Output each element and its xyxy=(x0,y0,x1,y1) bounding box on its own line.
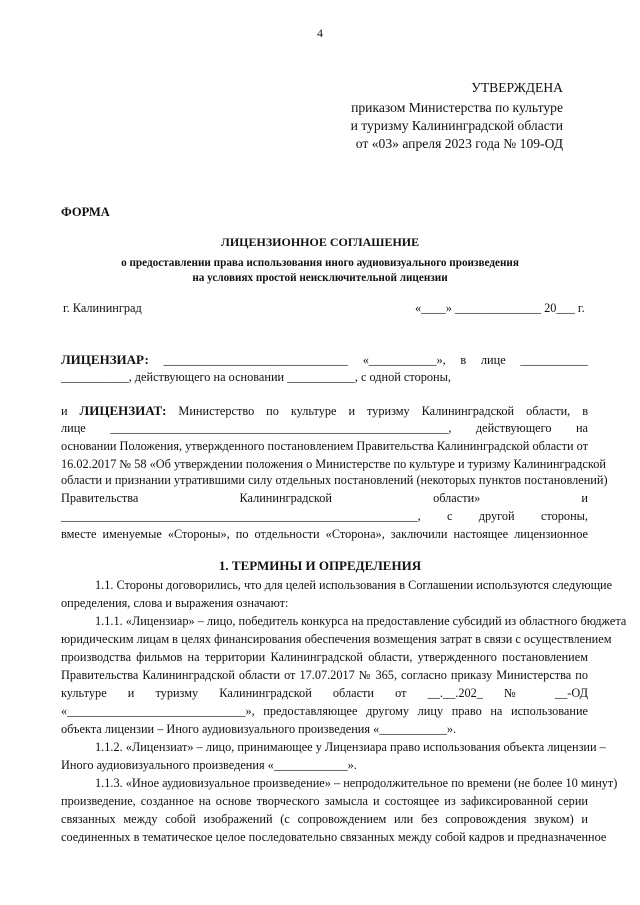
place: г. Калининград xyxy=(63,301,142,315)
clause-1-1-2-line-1: 1.1.2. «Лицензиат» – лицо, принимающее у Лицензиара право использования объекта лицензии – xyxy=(95,740,606,754)
clause-1-1-3-line: 1.1.3. «Иное аудиовизуальное произведение» – непродолжительное по времени (не более 10 минут) xyxy=(95,776,618,790)
clause-1-1-2-line-2: Иного аудиовизуального произведения «____________». xyxy=(61,758,357,772)
clause-1-1-1-line: «_____________________________», предоставляющее другому лицу право на использование xyxy=(61,704,588,718)
licensor-line-1 xyxy=(61,352,588,368)
licensee-line: области и признании утратившими силу отдельных постановлений (некоторых пунктов постановлений) xyxy=(61,473,608,487)
form-label: ФОРМА xyxy=(61,205,110,219)
licensee-line: лице _______________________________________________________, действующего на xyxy=(61,421,588,435)
agreement-subtitle-2: на условиях простой неисключительной лицензии xyxy=(192,272,448,284)
agreement-title: ЛИЦЕНЗИОННОЕ СОГЛАШЕНИЕ xyxy=(220,235,420,249)
page-number: 4 xyxy=(317,26,323,40)
clause-1-1-1-line: Правительства Калининградской области от 17.07.2017 № 365, согласно приказу Министерства по xyxy=(61,668,588,682)
clause-1-1-line-1: 1.1. Стороны договорились, что для целей использования в Соглашении используются следующие xyxy=(95,578,613,592)
licensee-line: Правительства Калининградской области» и xyxy=(61,491,588,505)
licensor-label: ЛИЦЕНЗИАР: xyxy=(61,352,149,367)
licensee-line: __________________________________________________________, с другой стороны, xyxy=(61,509,588,523)
clause-1-1-1-line: юридическим лицам в целях финансирования обеспечения возмещения затрат в связи с осуществлением xyxy=(61,632,612,646)
licensor-line-2: ___________, действующего на основании ___________, с одной стороны, xyxy=(61,370,451,384)
licensee-label: ЛИЦЕНЗИАТ: xyxy=(79,403,167,418)
clause-1-1-3-line: связанных между собой изображений (с сопровождением или без сопровождения звуком) и xyxy=(61,812,588,826)
clause-1-1-3-line: соединенных в тематическое целое последовательно связанных между собой кадров и предназначенное xyxy=(61,830,607,844)
clause-1-1-3-line: произведение, созданное на основе творческого замысла и состоящее из зафиксированной серии xyxy=(61,794,588,808)
clause-1-1-1-last-line: объекта лицензии – Иного аудиовизуального произведения «___________». xyxy=(61,722,457,736)
clause-1-1-line-2: определения, слова и выражения означают: xyxy=(61,596,289,610)
approval-heading: УТВЕРЖДЕНА xyxy=(471,80,563,95)
approval-line-3: от «03» апреля 2023 года № 109-ОД xyxy=(355,136,563,151)
clause-1-1-1-line: культуре и туризму Калининградской области от __.__.202_ № __-ОД xyxy=(61,686,588,700)
licensee-line-1 xyxy=(61,403,588,419)
section-1-heading: 1. ТЕРМИНЫ И ОПРЕДЕЛЕНИЯ xyxy=(218,558,422,573)
agreement-subtitle-1: о предоставлении права использования иного аудиовизуального произведения xyxy=(121,257,519,269)
clause-1-1-1-line: 1.1.1. «Лицензиар» – лицо, победитель конкурса на предоставление субсидий из областного бюджета xyxy=(95,614,627,628)
licensee-line: 16.02.2017 № 58 «Об утверждении положения о Министерстве по культуре и туризму Калининградской xyxy=(61,457,606,471)
licensee-line: вместе именуемые «Стороны», по отдельности «Сторона», заключили настоящее лицензионное xyxy=(61,527,588,541)
licensor-line-1-text: ______________________________ «___________», в лице ___________ xyxy=(163,353,589,367)
date-field: «____» ______________ 20___ г. xyxy=(415,301,585,315)
licensee-prefix: и xyxy=(61,404,68,418)
licensee-line: основании Положения, утвержденного постановлением Правительства Калининградской области от xyxy=(61,439,589,453)
licensee-line-1-text: Министерство по культуре и туризму Калининградской области, в xyxy=(178,404,589,418)
approval-line-1: приказом Министерства по культуре xyxy=(351,100,563,115)
clause-1-1-1-line: производства фильмов на территории Калининградской области, утвержденного постановлением xyxy=(61,650,588,664)
approval-line-2: и туризму Калининградской области xyxy=(350,118,563,133)
